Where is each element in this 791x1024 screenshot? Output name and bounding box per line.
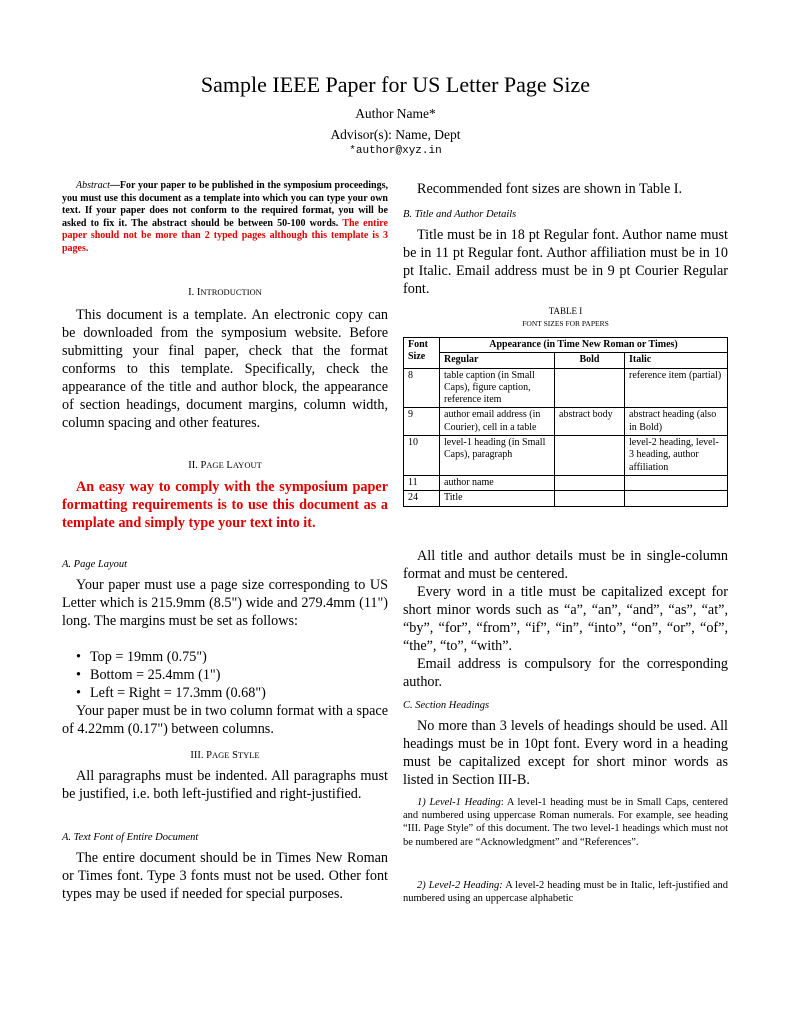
subheading-page-layout: A. Page Layout (62, 559, 128, 570)
title-author-paragraph: Title must be in 18 pt Regular font. Author name must be in 11 pt Regular font. Author affiliation must be in 10 pt Italic. Email address must be in 9 pt Courier Regular font. (403, 227, 728, 297)
subheading-title-author: B. Title and Author Details (403, 209, 517, 220)
section-heading-introduction: I. INTRODUCTION (188, 287, 262, 298)
page-layout-paragraph: Your paper must use a page size corresponding to US Letter which is 215.9mm (8.5") wide and 279.4mm (11") long. The margins must be set as follows: (62, 577, 388, 629)
subheading-text-font: A. Text Font of Entire Document (62, 832, 199, 843)
font-size-table (403, 337, 728, 507)
table-subheader-row (404, 353, 728, 368)
column-format-paragraph: Your paper must be in two column format with a space of 4.22mm (0.17") between columns. (62, 703, 388, 737)
table-row: 9 author email address (in Courier), cell in a table abstract body abstract heading (also in Bold) (404, 408, 728, 436)
header-regular: Regular (440, 353, 555, 368)
table-row: 11 author name (404, 475, 728, 490)
header-bold: Bold (555, 353, 625, 368)
author-name: Author Name* (355, 106, 436, 121)
level2-heading-paragraph: 2) Level-2 Heading: A level-2 heading must be in Italic, left-justified and numbered using an uppercase alphabetic (403, 880, 728, 905)
text-font-paragraph: The entire document should be in Times New Roman or Times font. Type 3 fonts must not be used. Other font types may be used if needed for special purposes. (62, 850, 388, 902)
author-email: *author@xyz.in (349, 145, 442, 157)
header-appearance: Appearance (in Time New Roman or Times) (440, 338, 728, 353)
email-compulsory-paragraph: Email address is compulsory for the corresponding author. (403, 656, 728, 690)
level2-label: 2) Level-2 Heading: (417, 880, 503, 891)
header-font-size: Font Size (404, 338, 440, 369)
recommended-font-paragraph: Recommended font sizes are shown in Table I. (417, 181, 683, 197)
paper-title: Sample IEEE Paper for US Letter Page Size (200, 72, 591, 97)
subheading-section-headings: C. Section Headings (403, 700, 490, 711)
abstract (62, 180, 388, 255)
list-item: • Left = Right = 17.3mm (0.68") (74, 684, 388, 702)
intro-paragraph: This document is a template. An electronic copy can be downloaded from the symposium website. Before submitting your final paper, check that the format conforms to this template. Specifically, check the appearance of the title and author block, the appearance of section headings, document margins, column width, column spacing and other features. (62, 307, 388, 431)
level1-label: 1) Level-1 Heading (417, 797, 501, 808)
table-caption-title: FONT SIZES FOR PAPERS (522, 319, 609, 328)
abstract-lead: Abstract (76, 180, 110, 191)
abstract-dash: — (109, 180, 120, 191)
list-item: • Bottom = 25.4mm (1") (74, 666, 388, 684)
capitalization-paragraph: Every word in a title must be capitalized except for short minor words such as “a”, “an”, “and”, “as”, “at”, “by”, “for”, “from”, “if”, “in”, “into”, “on”, “or”, “of”, “the”, “to”, “with”. (403, 584, 728, 654)
advisor-line: Advisor(s): Name, Dept (330, 127, 461, 142)
abstract-red-note: The entire paper should not be more than 2 typed pages although this template is 3 pages. (62, 217, 388, 254)
level1-heading-paragraph: 1) Level-1 Heading: A level-1 heading must be in Small Caps, centered and numbered using uppercase Roman numerals. For example, see heading “III. Page Style” of this document. The two level-1 headings which must not be numbered are “Acknowledgment” and “References”. (403, 797, 728, 848)
header-italic: Italic (625, 353, 728, 368)
section-heading-page-layout: II. PAGE LAYOUT (188, 460, 262, 471)
page-style-paragraph: All paragraphs must be indented. All paragraphs must be justified, i.e. both left-justified and right-justified. (62, 768, 388, 802)
table-row: 10 level-1 heading (in Small Caps), paragraph level-2 heading, level-3 heading, author affiliation (404, 436, 728, 476)
margin-list (74, 648, 388, 702)
table-row: 24 Title (404, 491, 728, 506)
single-column-paragraph: All title and author details must be in single-column format and must be centered. (403, 548, 728, 582)
table-row: 8 table caption (in Small Caps), figure caption, reference item reference item (partial) (404, 368, 728, 408)
abstract-text: For your paper to be published in the symposium proceedings, you must use this document as a template into which you can type your own text. If your paper does not conform to the required format, you will be asked to fix it. The abstract should be between 50-100 words. (62, 180, 388, 229)
template-tip-paragraph: An easy way to comply with the symposium paper formatting requirements is to use this document as a template and simply type your text into it. (62, 479, 388, 531)
list-item: • Top = 19mm (0.75") (74, 648, 388, 666)
table-caption-number: TABLE I (548, 306, 583, 316)
table-header-row (404, 338, 728, 353)
section-heading-page-style: III. PAGE STYLE (190, 750, 260, 761)
section-headings-paragraph: No more than 3 levels of headings should be used. All headings must be in 10pt font. Every word in a heading must be capitalized except for short minor words as listed in Section III-B. (403, 718, 728, 788)
